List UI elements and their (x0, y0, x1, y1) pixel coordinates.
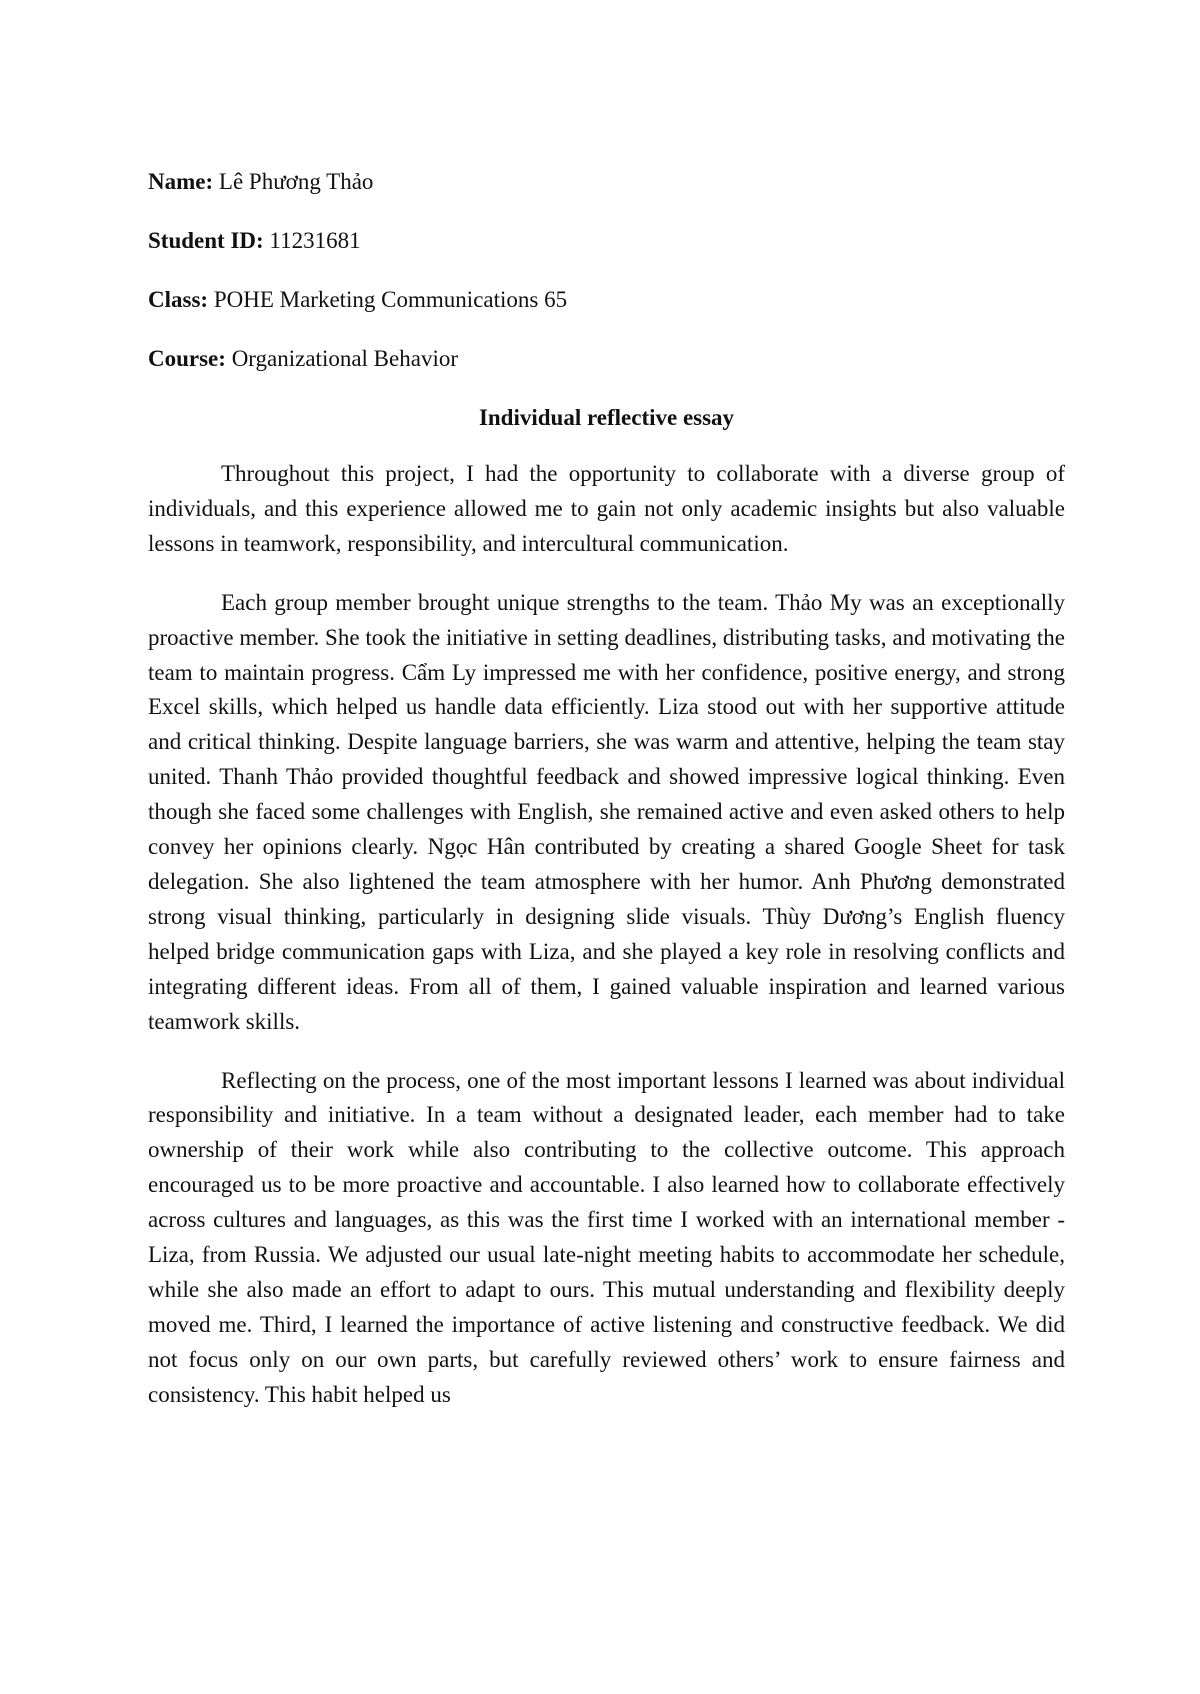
paragraph-reflection: Reflecting on the process, one of the most important lessons I learned was about individual responsibility and initiative. In a team without a designated leader, each member had to take ownership of their work while also contributing to the collective outcome. This approach encouraged us to be more proactive and accountable. I also learned how to collaborate effectively across cultures and languages, as this was the first time I worked with an international member - Liza, from Russia. We adjusted our usual late-night meeting habits to accommodate her schedule, while she also made an effort to adapt to ours. This mutual understanding and flexibility deeply moved me. Third, I learned the importance of active listening and constructive feedback. We did not focus only on our own parts, but carefully reviewed others’ work to ensure fairness and consistency. This habit helped us (148, 1067, 1065, 1407)
name-label: Name: (148, 169, 214, 194)
essay-title: Individual reflective essay (478, 405, 735, 430)
class-value: POHE Marketing Communications 65 (208, 287, 568, 312)
class-label: Class: (148, 287, 209, 312)
class-line (148, 284, 1065, 315)
course-value: Organizational Behavior (225, 346, 458, 371)
student-id-line (148, 225, 1065, 256)
name-value: Lê Phương Thảo (213, 169, 374, 194)
name-line (148, 166, 1065, 197)
document-body (148, 166, 1065, 1437)
course-line (148, 343, 1065, 374)
paragraph-intro: Throughout this project, I had the opportunity to collaborate with a diverse group of individuals, and this experience allowed me to gain not only academic insights but also valuable lessons in teamwork, responsibility, and intercultural communication. (148, 461, 1065, 556)
course-label: Course: (148, 346, 226, 371)
student-id-value: 11231681 (263, 228, 361, 253)
paragraph-team-members: Each group member brought unique strengths to the team. Thảo My was an exceptionally proactive member. She took the initiative in setting deadlines, distributing tasks, and motivating the team to maintain progress. Cẩm Ly impressed me with her confidence, positive energy, and strong Excel skills, which helped us handle data efficiently. Liza stood out with her supportive attitude and critical thinking. Despite language barriers, she was warm and attentive, helping the team stay united. Thanh Thảo provided thoughtful feedback and showed impressive logical thinking. Even though she faced some challenges with English, she remained active and even asked others to help convey her opinions clearly. Ngọc Hân contributed by creating a shared Google Sheet for task delegation. She also lightened the team atmosphere with her humor. Anh Phương demonstrated strong visual thinking, particularly in designing slide visuals. Thùy Dương’s English fluency helped bridge communication gaps with Liza, and she played a key role in resolving conflicts and integrating different ideas. From all of them, I gained valuable inspiration and learned various teamwork skills. (148, 589, 1065, 1034)
student-id-label: Student ID: (148, 228, 264, 253)
